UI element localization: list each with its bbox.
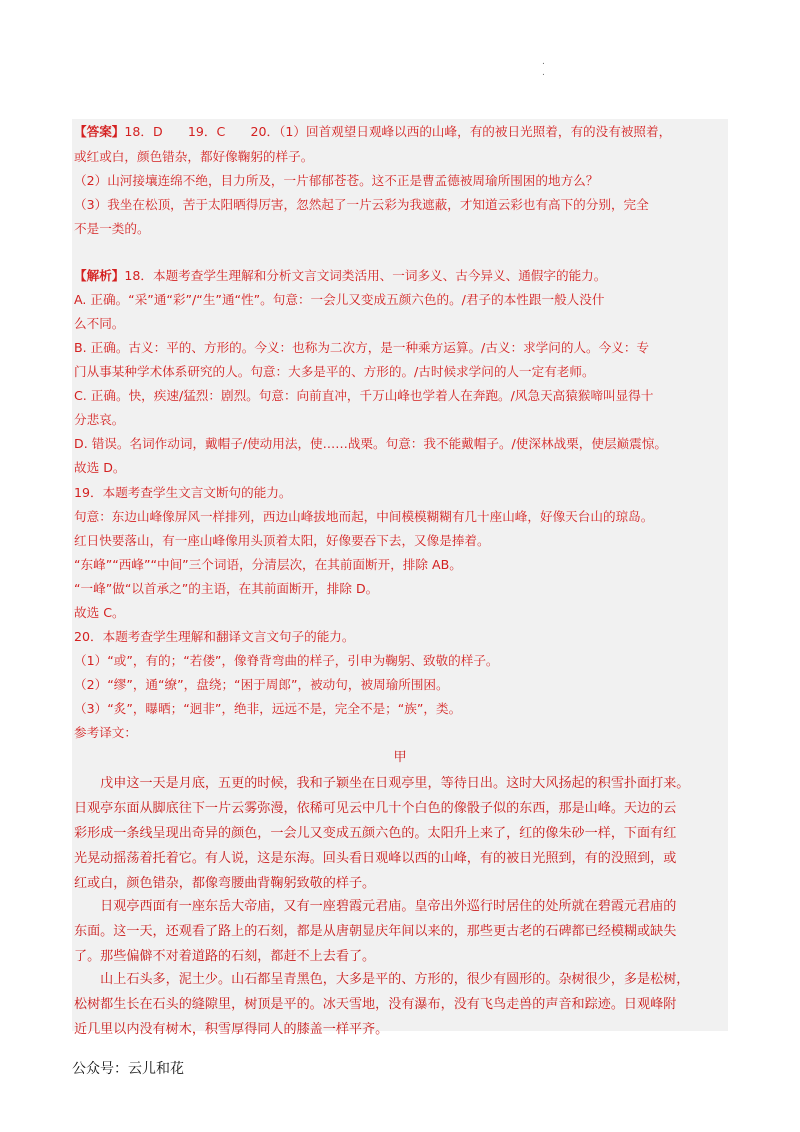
analysis-line: 句意：东边山峰像屏风一样排列，西边山峰拔地而起，中间模模糊糊有几十座山峰，好像天台山的琼岛。: [74, 509, 654, 524]
analysis-line: D. 错误。名词作动词，戴帽子/使动用法，使……战栗。句意：我不能戴帽子。/使深林战栗，使层巅震惊。: [74, 436, 667, 451]
answer-line: （3）我坐在松顶，苦于太阳晒得厉害，忽然起了一片云彩为我遮蔽，才知道云彩也有高下的分别，完全: [74, 197, 649, 212]
analysis-line: （3）“炙”，曝晒；“迥非”，绝非，远远不是，完全不是；“族”，类。: [74, 701, 462, 716]
analysis-line: 门从事某种学术体系研究的人。句意：大多是平的、方形的。/古时候求学问的人一定有老师。: [74, 364, 595, 379]
answer-text: 18．D 19．C 20．（1）回首观望日观峰以西的山峰，有的被日光照着，有的没有被照着，: [124, 124, 672, 139]
analysis-line: 分悲哀。: [74, 412, 125, 427]
analysis-line: “东峰”“西峰”“中间”三个词语，分清层次，在其前面断开，排除 AB。: [74, 557, 462, 572]
translation-line: 山上石头多，泥土少。山石都呈青黑色，大多是平的、方形的，很少有圆形的。杂树很少，多是松树，: [74, 972, 690, 987]
answer-panel: [72, 119, 728, 1031]
analysis-line: C. 正确。快，疾速/猛烈：剧烈。句意：向前直冲，千万山峰也学着人在奔跑。/风急天高猿猴啼叫显得十: [74, 388, 654, 403]
translation-line: 红或白，颜色错杂，都像弯腰曲背鞠躬致敬的样子。: [74, 876, 376, 891]
translation-line: 东面。这一天，还观看了路上的石刻，都是从唐朝显庆年间以来的，那些更古老的石碑都已经模糊或缺失: [74, 924, 677, 939]
answer-line: （2）山河接壤连绵不绝，目力所及，一片郁郁苍苍。这不正是曹孟德被周瑜所围困的地方么？: [74, 173, 599, 188]
analysis-line: 参考译文：: [74, 725, 137, 740]
analysis-tag: 【解析】: [74, 268, 125, 283]
translation-line: 光晃动摇荡着托着它。有人说，这是东海。回头看日观峰以西的山峰，有的被日光照到，有的没照到，或: [74, 851, 677, 866]
analysis-line: B. 正确。古义：平的、方形的。今义：也称为二次方，是一种乘方运算。/古义：求学问的人。今义：专: [74, 340, 650, 355]
analysis-line: （1）“或”，有的；“若偻”，像脊背弯曲的样子，引申为鞠躬、致敬的样子。: [74, 653, 499, 668]
analysis-line: 19．本题考查学生文言文断句的能力。: [74, 485, 292, 500]
analysis-text: 18．本题考查学生理解和分析文言文词类活用、一词多义、古今异义、通假字的能力。: [124, 268, 607, 283]
translation-line: 日观亭西面有一座东岳大帝庙，又有一座碧霞元君庙。皇帝出外巡行时居住的处所就在碧霞元君庙的: [74, 899, 677, 914]
analysis-line: A. 正确。“采”通“彩”/“生”通“性”。句意：一会儿又变成五颜六色的。/君子的本性跟一般人没什: [74, 292, 605, 307]
analysis-line: 故选 D。: [74, 460, 126, 475]
answer-line: 或红或白，颜色错杂，都好像鞠躬的样子。: [74, 149, 314, 164]
translation-title: 甲: [393, 750, 407, 765]
footer-text: 公众号：云儿和花: [72, 1061, 184, 1077]
analysis-line: [74, 268, 606, 284]
translation-line: 彩形成一条线呈现出奇异的颜色，一会儿又变成五颜六色的。太阳升上来了，红的像朱砂一样，下面有红: [74, 826, 677, 841]
header-mark-1: .: [542, 57, 545, 67]
answer-line: [74, 124, 671, 140]
translation-line: 戊申这一天是月底，五更的时候，我和子颖坐在日观亭里，等待日出。这时大风扬起的积雪扑面打来。: [74, 776, 690, 791]
translation-line: 了。那些偏僻不对着道路的石刻，都赶不上去看了。: [74, 949, 376, 964]
answer-line: 不是一类的。: [74, 221, 150, 236]
translation-line: 近几里以内没有树木，积雪厚得同人的膝盖一样平齐。: [74, 1022, 389, 1037]
analysis-line: “一峰”做“以首承之”的主语，在其前面断开，排除 D。: [74, 581, 379, 596]
translation-line: 日观亭东面从脚底往下一片云雾弥漫，依稀可见云中几十个白色的像骰子似的东西，那是山峰。天边的云: [74, 801, 677, 816]
analysis-line: 么不同。: [74, 316, 125, 331]
analysis-line: 20．本题考查学生理解和翻译文言文句子的能力。: [74, 629, 355, 644]
analysis-line: 故选 C。: [74, 605, 125, 620]
answer-tag: 【答案】: [74, 124, 125, 139]
analysis-line: （2）“缪”，通“缭”，盘绕；“困于周郎”，被动句，被周瑜所围困。: [74, 677, 449, 692]
header-mark-2: .: [542, 68, 545, 78]
analysis-line: 红日快要落山，有一座山峰像用头顶着太阳，好像要吞下去，又像是捧着。: [74, 533, 490, 548]
translation-line: 松树都生长在石头的缝隙里，树顶是平的。冰天雪地，没有瀑布，没有飞鸟走兽的声音和踪迹。日观峰附: [74, 997, 677, 1012]
